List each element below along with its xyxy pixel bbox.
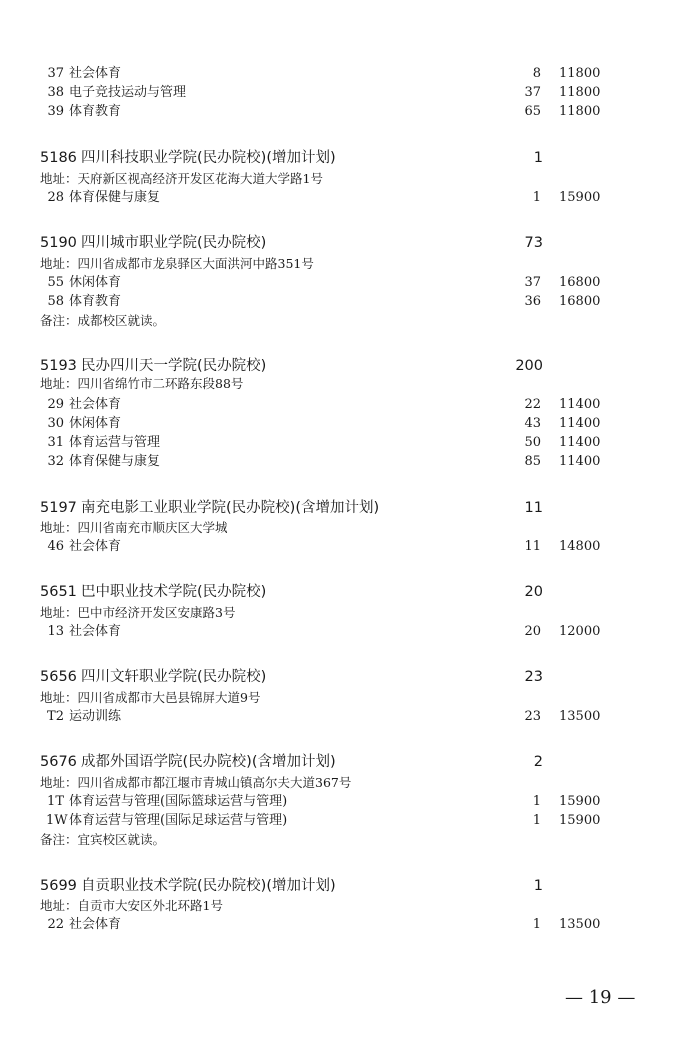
school-plan-count: 11 (524, 500, 543, 516)
major-name: 休闲体育 (69, 416, 122, 431)
table-row (0, 915, 699, 934)
school-plan-count: 1 (533, 150, 543, 166)
school-code: 5186 (40, 150, 77, 166)
school-name: 四川文轩职业学院(民办院校) (81, 669, 267, 685)
table-row (0, 622, 699, 641)
table-row (0, 811, 699, 830)
table-row (0, 273, 699, 292)
major-code: 31 (47, 435, 64, 450)
major-fee: 13500 (559, 917, 601, 932)
major-count: 1 (532, 794, 541, 809)
school-plan-count: 1 (533, 878, 543, 894)
school-header (0, 496, 699, 520)
school-name: 民办四川天一学院(民办院校) (81, 358, 267, 374)
school-note: 备注：宜宾校区就读。 (40, 832, 166, 847)
major-code: 13 (47, 624, 64, 639)
school-name: 四川科技职业学院(民办院校)(增加计划) (81, 150, 336, 166)
school-address: 地址：自贡市大安区外北环路1号 (40, 898, 223, 913)
major-name: 体育教育 (69, 104, 122, 119)
major-name: 社会体育 (69, 917, 122, 932)
school-header (0, 231, 699, 255)
table-row (0, 83, 699, 102)
major-name: 体育运营与管理 (69, 435, 161, 450)
school-plan-count: 20 (524, 584, 543, 600)
major-fee: 16800 (559, 275, 601, 290)
major-name: 社会体育 (69, 539, 122, 554)
table-row (0, 292, 699, 311)
school-code: 5193 (40, 358, 77, 374)
major-name: 社会体育 (69, 624, 122, 639)
major-count: 1 (532, 917, 541, 932)
major-count: 85 (524, 454, 541, 469)
major-count: 22 (524, 397, 541, 412)
table-row (0, 452, 699, 471)
major-count: 23 (524, 709, 541, 724)
major-fee: 15900 (559, 190, 601, 205)
major-fee: 15900 (559, 813, 601, 828)
school-name: 成都外国语学院(民办院校)(含增加计划) (81, 754, 336, 770)
school-address: 地址：四川省成都市龙泉驿区大面洪河中路351号 (40, 256, 314, 271)
school-name: 自贡职业技术学院(民办院校)(增加计划) (81, 878, 336, 894)
school-name: 南充电影工业职业学院(民办院校)(含增加计划) (81, 500, 380, 516)
major-fee: 11800 (559, 104, 601, 119)
major-code: 55 (47, 275, 64, 290)
major-code: 58 (47, 294, 64, 309)
major-name: 体育保健与康复 (69, 190, 161, 205)
school-header (0, 665, 699, 689)
school-code: 5190 (40, 235, 77, 251)
table-row (0, 792, 699, 811)
school-note: 备注：成都校区就读。 (40, 313, 166, 328)
major-name: 运动训练 (69, 709, 122, 724)
table-row (0, 102, 699, 121)
school-plan-count: 23 (524, 669, 543, 685)
major-code: 38 (47, 85, 64, 100)
school-address: 地址：四川省南充市顺庆区大学城 (40, 520, 228, 535)
major-fee: 11400 (559, 435, 601, 450)
school-name: 巴中职业技术学院(民办院校) (81, 584, 267, 600)
school-address: 地址：四川省成都市都江堰市青城山镇高尔夫大道367号 (40, 775, 352, 790)
major-count: 1 (532, 190, 541, 205)
table-row (0, 707, 699, 726)
school-address: 地址：巴中市经济开发区安康路3号 (40, 605, 236, 620)
major-name: 体育运营与管理(国际篮球运营与管理) (69, 794, 288, 809)
major-name: 电子竞技运动与管理 (69, 85, 187, 100)
school-header (0, 750, 699, 774)
table-row (0, 64, 699, 83)
major-code: 46 (47, 539, 64, 554)
major-fee: 11400 (559, 454, 601, 469)
school-header (0, 146, 699, 170)
major-count: 65 (524, 104, 541, 119)
school-address: 地址：天府新区视高经济开发区花海大道大学路1号 (40, 171, 323, 186)
school-code: 5651 (40, 584, 77, 600)
major-fee: 12000 (559, 624, 601, 639)
school-code: 5699 (40, 878, 77, 894)
major-code: 22 (47, 917, 64, 932)
major-name: 社会体育 (69, 66, 122, 81)
school-code: 5197 (40, 500, 77, 516)
major-fee: 15900 (559, 794, 601, 809)
major-name: 体育保健与康复 (69, 454, 161, 469)
major-name: 休闲体育 (69, 275, 122, 290)
major-code: 39 (47, 104, 64, 119)
major-count: 11 (524, 539, 541, 554)
major-name: 体育教育 (69, 294, 122, 309)
major-fee: 14800 (559, 539, 601, 554)
major-fee: 11400 (559, 397, 601, 412)
major-count: 37 (524, 85, 541, 100)
major-code: 37 (47, 66, 64, 81)
major-code: 32 (47, 454, 64, 469)
school-name: 四川城市职业学院(民办院校) (81, 235, 267, 251)
table-row (0, 537, 699, 556)
major-code: 28 (47, 190, 64, 205)
table-row (0, 433, 699, 452)
school-plan-count: 200 (515, 358, 543, 374)
major-code: 1T (47, 794, 64, 809)
major-code: 1W (46, 813, 68, 828)
major-code: 29 (47, 397, 64, 412)
major-code: T2 (47, 709, 64, 724)
major-name: 社会体育 (69, 397, 122, 412)
school-code: 5676 (40, 754, 77, 770)
major-count: 8 (532, 66, 541, 81)
major-fee: 11400 (559, 416, 601, 431)
table-row (0, 188, 699, 207)
major-fee: 11800 (559, 66, 601, 81)
major-count: 1 (532, 813, 541, 828)
major-count: 20 (524, 624, 541, 639)
major-count: 36 (524, 294, 541, 309)
major-name: 体育运营与管理(国际足球运营与管理) (69, 813, 288, 828)
major-fee: 11800 (559, 85, 601, 100)
school-plan-count: 2 (533, 754, 543, 770)
major-fee: 13500 (559, 709, 601, 724)
school-header (0, 580, 699, 604)
table-row (0, 395, 699, 414)
school-header (0, 874, 699, 898)
major-fee: 16800 (559, 294, 601, 309)
school-address: 地址：四川省成都市大邑县锦屏大道9号 (40, 690, 261, 705)
page-number: — 19 — (565, 987, 636, 1008)
table-row (0, 414, 699, 433)
school-plan-count: 73 (524, 235, 543, 251)
major-count: 43 (524, 416, 541, 431)
major-count: 50 (524, 435, 541, 450)
school-address: 地址：四川省绵竹市二环路东段88号 (40, 376, 244, 391)
school-code: 5656 (40, 669, 77, 685)
major-code: 30 (47, 416, 64, 431)
major-count: 37 (524, 275, 541, 290)
